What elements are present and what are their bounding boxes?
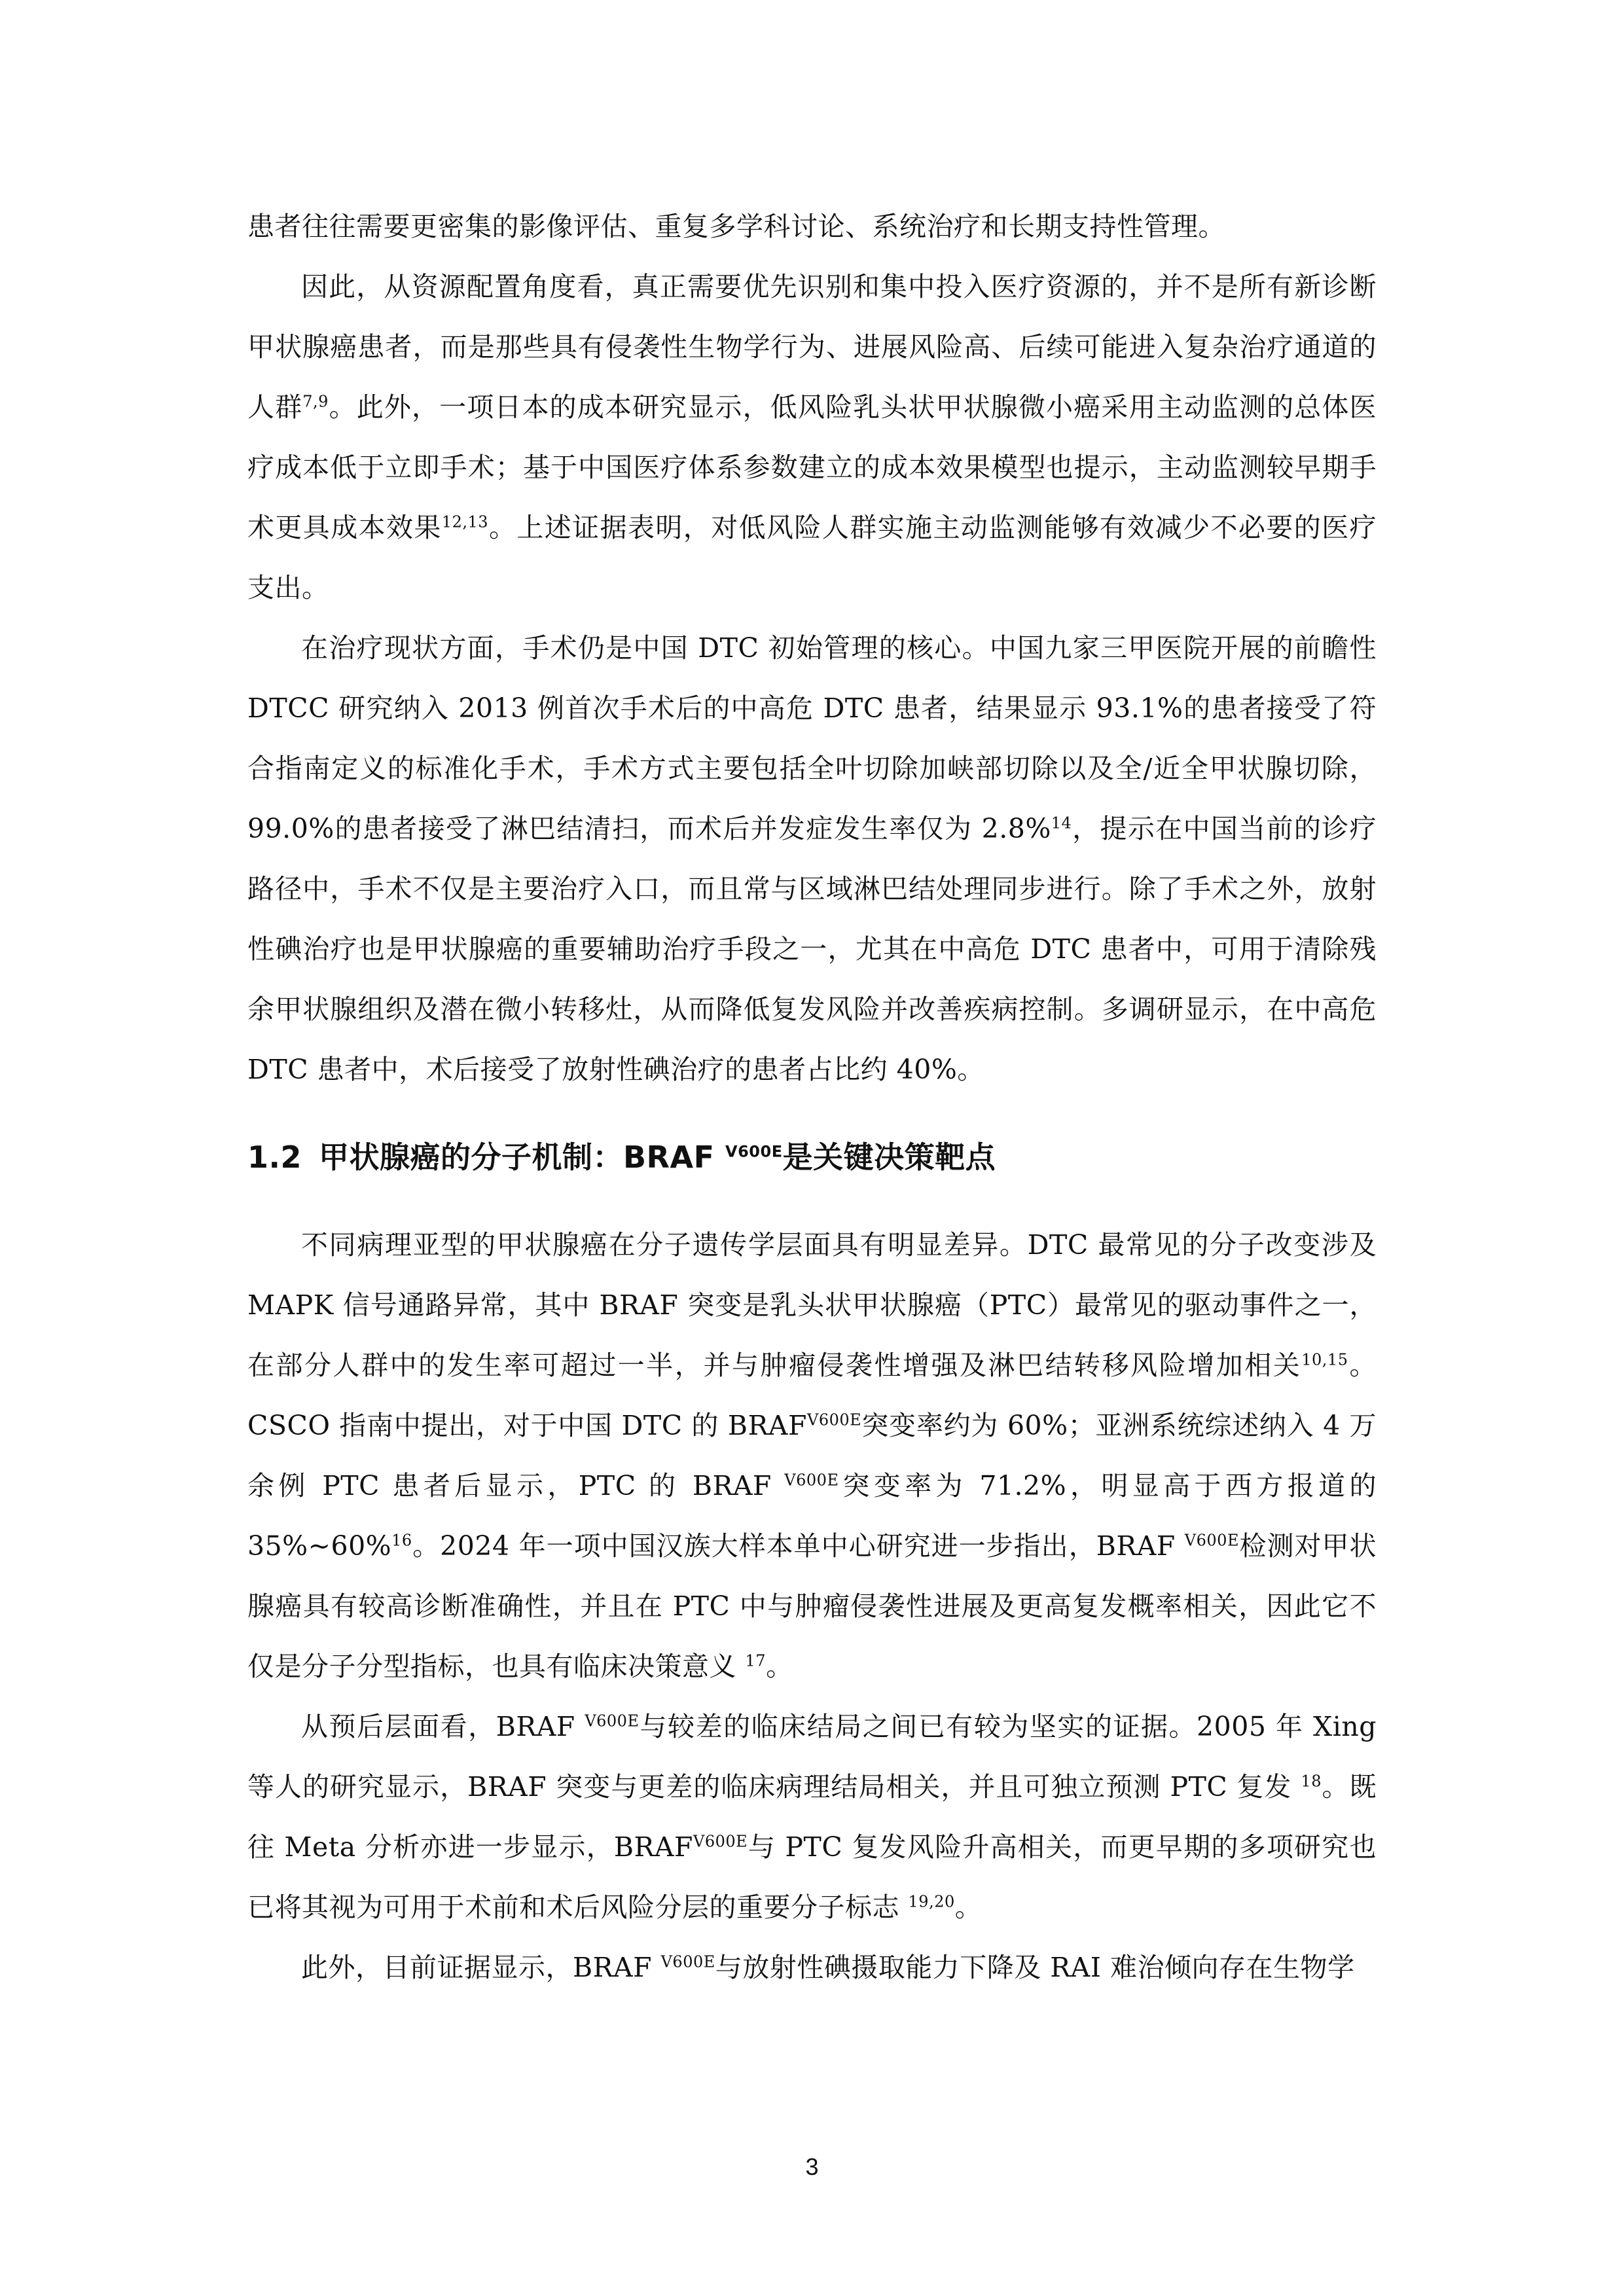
section-heading bbox=[247, 1138, 1377, 1177]
citation-superscript: 17 bbox=[745, 1651, 767, 1670]
citation-superscript: V600E bbox=[585, 1712, 640, 1731]
section-title-part1: 甲状腺癌的分子机制：BRAF bbox=[319, 1139, 726, 1175]
paragraph-text: 在治疗现状方面，手术仍是中国 DTC 初始管理的核心。中国九家三甲医院开展的前瞻性 DTCC 研究纳入 2013 例首次手术后的中高危 DTC 患者，结果显示 93.1%的患者接受了符合指南定义的标准化手术，手术方式主要包括全叶切除加峡部切除以及全/近全甲状腺切除，99.0%的患者接受了淋巴结清扫，而术后并发症发生率仅为 2.8% bbox=[247, 632, 1377, 844]
section-title-superscript: V600E bbox=[725, 1142, 783, 1161]
section-title-part2: 是关键决策靶点 bbox=[782, 1139, 996, 1175]
page-number: 3 bbox=[805, 2153, 819, 2180]
paragraph-text: 检测对甲状腺癌具有较高诊断准确性，并且在 PTC 中与肿瘤侵袭性进展及更高复发概率相关，因此它不仅是分子分型指标，也具有临床决策意义 bbox=[247, 1530, 1377, 1682]
paragraph-text: 患者往往需要更密集的影像评估、重复多学科讨论、系统治疗和长期支持性管理。 bbox=[247, 211, 1225, 242]
paragraph-text: 突变率为 71.2%，明显高于西方报道的 35%~60% bbox=[247, 1470, 1377, 1562]
citation-superscript: 7,9 bbox=[302, 392, 329, 411]
paragraph-treatment-status bbox=[247, 618, 1377, 1100]
citation-superscript: V600E bbox=[660, 1952, 715, 1971]
body-text-column bbox=[247, 196, 1377, 1998]
paragraph-text: 与较差的临床结局之间已有较为坚实的证据。2005 年 Xing 等人的研究显示，BRAF 突变与更差的临床病理结局相关，并且可独立预测 PTC 复发 bbox=[247, 1711, 1377, 1803]
citation-superscript: 10,15 bbox=[1301, 1350, 1348, 1369]
paragraph-text: 。 bbox=[766, 1651, 793, 1682]
paragraph-text: 。CSCO 指南中提出，对于中国 DTC 的 BRAF bbox=[247, 1350, 1377, 1441]
citation-superscript: V600E bbox=[784, 1471, 839, 1490]
paragraph-text: 。上述证据表明，对低风险人群实施主动监测能够有效减少不必要的医疗支出。 bbox=[247, 512, 1377, 603]
paragraph-text: 不同病理亚型的甲状腺癌在分子遗传学层面具有明显差异。DTC 最常见的分子改变涉及 MAPK 信号通路异常，其中 BRAF 突变是乳头状甲状腺癌（PTC）最常见的驱动事件之一，在部分人群中的发生率可超过一半，并与肿瘤侵袭性增强及淋巴结转移风险增加相关 bbox=[247, 1229, 1377, 1381]
paragraph-text: 与放射性碘摄取能力下降及 RAI 难治倾向存在生物学 bbox=[715, 1952, 1355, 1983]
citation-superscript: 16 bbox=[391, 1531, 412, 1550]
paragraph-text: 因此，从资源配置角度看，真正需要优先识别和集中投入医疗资源的，并不是所有新诊断甲状腺癌患者，而是那些具有侵袭性生物学行为、进展风险高、后续可能进入复杂治疗通道的人群 bbox=[247, 271, 1377, 423]
citation-superscript: 18 bbox=[1301, 1772, 1322, 1791]
section-number: 1.2 bbox=[247, 1139, 302, 1175]
paragraph-text: 从预后层面看，BRAF bbox=[301, 1711, 585, 1742]
citation-superscript: V600E bbox=[693, 1832, 748, 1851]
paragraph-prognosis bbox=[247, 1696, 1377, 1937]
paragraph-text: 。此外，一项日本的成本研究显示，低风险乳头状甲状腺微小癌采用主动监测的总体医疗成本低于立即手术；基于中国医疗体系参数建立的成本效果模型也提示，主动监测较早期手术更具成本效果 bbox=[247, 391, 1377, 543]
citation-superscript: 14 bbox=[1051, 814, 1072, 833]
paragraph-text: 突变率约为 60%；亚洲系统综述纳入 4 万余例 PTC 患者后显示，PTC 的 BRAF bbox=[247, 1410, 1377, 1501]
bottom-paragraphs bbox=[247, 1215, 1377, 1998]
paragraph-text: 。既往 Meta 分析亦进一步显示，BRAF bbox=[247, 1771, 1377, 1863]
paragraph-molecular-differences bbox=[247, 1215, 1377, 1696]
paragraph-text: 此外，目前证据显示，BRAF bbox=[301, 1952, 661, 1983]
paragraph-radioiodine bbox=[247, 1937, 1377, 1998]
paragraph-continuation bbox=[247, 196, 1377, 257]
citation-superscript: V600E bbox=[1184, 1531, 1239, 1550]
citation-superscript: 19,20 bbox=[908, 1892, 955, 1911]
citation-superscript: V600E bbox=[807, 1410, 862, 1429]
paragraph-text: 与 PTC 复发风险升高相关，而更早期的多项研究也已将其视为可用于术前和术后风险分层的重要分子标志 bbox=[247, 1831, 1377, 1923]
citation-superscript: 12,13 bbox=[441, 512, 489, 531]
paragraph-text: ，提示在中国当前的诊疗路径中，手术不仅是主要治疗入口，而且常与区域淋巴结处理同步进行。除了手术之外，放射性碘治疗也是甲状腺癌的重要辅助治疗手段之一，尤其在中高危 DTC 患者中，可用于清除残余甲状腺组织及潜在微小转移灶，从而降低复发风险并改善疾病控制。多调研显示，在中高危 DTC 患者中，术后接受了放射性碘治疗的患者占比约 40%。 bbox=[247, 813, 1377, 1085]
top-paragraphs bbox=[247, 196, 1377, 1100]
paragraph-resource-allocation bbox=[247, 257, 1377, 618]
paragraph-text: 。2024 年一项中国汉族大样本单中心研究进一步指出，BRAF bbox=[412, 1530, 1185, 1562]
paragraph-text: 。 bbox=[954, 1892, 983, 1923]
